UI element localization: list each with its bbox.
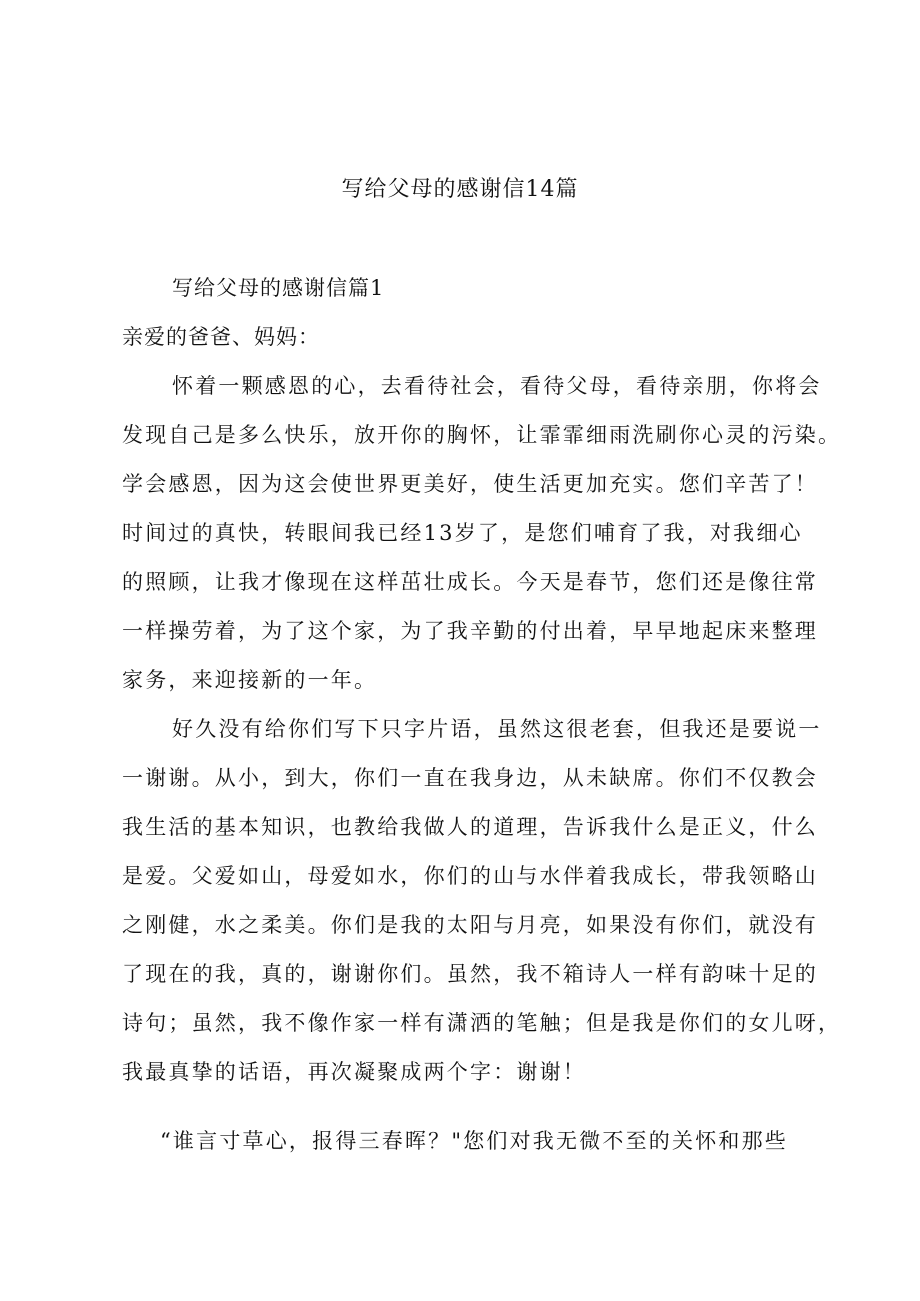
body-line: 诗句；虽然，我不像作家一样有潇洒的笔触；但是我是你们的女儿呀， <box>122 1011 842 1035</box>
body-line: 时间过的真快，转眼间我已经13岁了，是您们哺育了我，对我细心 <box>122 521 803 545</box>
body-line: 了现在的我，真的，谢谢你们。虽然，我不箱诗人一样有韵味十足的 <box>122 962 818 986</box>
body-line: 一谢谢。从小，到大，你们一直在我身边，从未缺席。你们不仅教会 <box>122 766 818 790</box>
body-line: 发现自己是多么快乐，放开你的胸怀，让霏霏细雨洗刷你心灵的污染。 <box>122 423 842 447</box>
document-title: 写给父母的感谢信14篇 <box>341 177 579 202</box>
body-line: 好久没有给你们写下只字片语，虽然这很老套，但我还是要说一 <box>172 717 822 741</box>
body-line: 的照顾，让我才像现在这样茁壮成长。今天是春节，您们还是像往常 <box>122 570 818 594</box>
body-line: 之刚健，水之柔美。你们是我的太阳与月亮，如果没有你们，就没有 <box>122 913 818 937</box>
body-line: 怀着一颗感恩的心，去看待社会，看待父母，看待亲朋，你将会 <box>172 374 822 398</box>
body-line: 我最真挚的话语，再次凝聚成两个字：谢谢！ <box>122 1060 586 1084</box>
body-line: 一样操劳着，为了这个家，为了我辛勤的付出着，早早地起床来整理 <box>122 619 818 643</box>
section-heading: 写给父母的感谢信篇1 <box>172 276 385 300</box>
salutation: 亲爱的爸爸、妈妈： <box>122 325 320 349</box>
body-line: 学会感恩，因为这会使世界更美好，使生活更加充实。您们辛苦了！ <box>122 472 818 496</box>
body-line: “谁言寸草心，报得三春晖？"您们对我无微不至的关怀和那些 <box>160 1129 788 1153</box>
body-line: 家务，来迎接新的一年。 <box>122 668 378 692</box>
body-line: 是爱。父爱如山，母爱如水，你们的山与水伴着我成长，带我领略山 <box>122 864 818 888</box>
body-line: 我生活的基本知识，也教给我做人的道理，告诉我什么是正义，什么 <box>122 815 818 839</box>
